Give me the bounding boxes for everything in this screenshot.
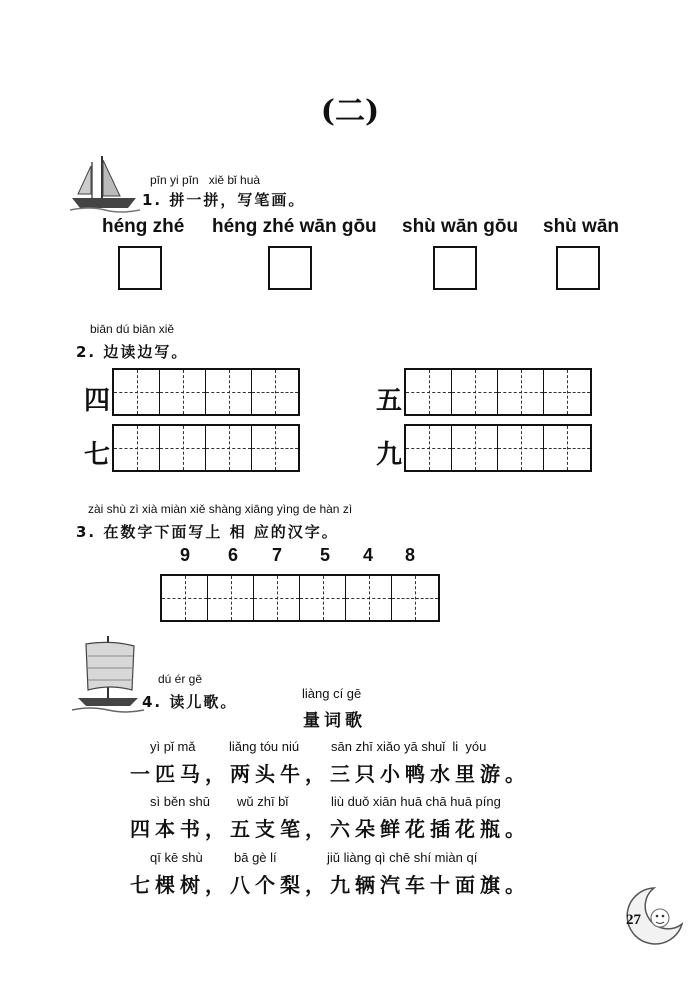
poem-title-pinyin: liàng cí gē [302,686,362,701]
stroke-label-3: shù wān gōu [402,216,519,237]
poem-line-pinyin: sān zhī xiǎo yā shuǐ li yóu [331,739,487,754]
number-label: 7 [271,545,282,565]
number-label: 5 [319,545,330,565]
poem-line: 四本书，五支笔，六朵鲜花插花瓶。 [130,817,530,841]
page-number: 27 [626,912,641,928]
poem-line: 一匹马，两头牛，三只小鸭水里游。 [130,762,530,786]
section2-instruction: 2. 边读边写。 [76,343,189,361]
poem-line-pinyin: sì běn shū [150,794,210,809]
section3-pinyin: zài shù zì xià miàn xiě shàng xiāng yìng de hàn zì [88,502,353,516]
number-label: 6 [227,545,238,565]
number-label: 9 [179,545,190,565]
writing-grid-2[interactable] [404,368,592,416]
writing-grid-4[interactable] [404,424,592,472]
writing-row-label-4: 九 [376,440,403,470]
poem-line-pinyin: yì pǐ mǎ [150,739,196,754]
writing-grid-3[interactable] [112,424,300,472]
poem-line: 七棵树，八个梨，九辆汽车十面旗。 [130,873,530,897]
number-label: 4 [362,545,373,565]
moon-icon [614,884,686,948]
sailboat-icon [72,632,144,714]
section1-pinyin: pīn yi pīn xiě bǐ huà [150,173,261,187]
poem-line-pinyin: wǔ zhī bǐ [237,794,289,809]
boat-icon [70,152,140,214]
section3-instruction: 3. 在数字下面写上 相 应的汉字。 [76,523,339,541]
stroke-answer-box-1[interactable] [118,246,162,290]
stroke-answer-box-3[interactable] [433,246,477,290]
poem-line-pinyin: liǎng tóu niú [229,739,300,754]
poem-line-pinyin: bā gè lí [234,850,277,865]
poem-line-pinyin: liù duǒ xiān huā chā huā píng [331,794,501,809]
section4-instruction: 4. 读儿歌。 [142,693,238,711]
poem-line-pinyin: qī kē shù [150,850,203,865]
stroke-label-1: héng zhé [102,216,185,237]
stroke-answer-box-2[interactable] [268,246,312,290]
poem-title: 量词歌 [303,711,366,731]
writing-grid-1[interactable] [112,368,300,416]
writing-row-label-3: 七 [84,440,111,470]
number-writing-grid[interactable] [160,574,440,622]
poem-line-pinyin: jiǔ liàng qì chē shí miàn qí [327,850,478,865]
writing-row-label-1: 四 [84,386,111,416]
stroke-answer-box-4[interactable] [556,246,600,290]
section4-pinyin: dú ér gē [158,672,203,686]
section1-instruction: 1. 拼一拼，写笔画。 [142,191,306,209]
number-label: 8 [404,545,415,565]
stroke-label-2: héng zhé wān gōu [212,216,377,237]
page-title: (二) [320,94,380,129]
stroke-label-4: shù wān [543,216,620,237]
section2-pinyin: biān dú biān xiě [90,322,175,336]
writing-row-label-2: 五 [376,386,403,416]
